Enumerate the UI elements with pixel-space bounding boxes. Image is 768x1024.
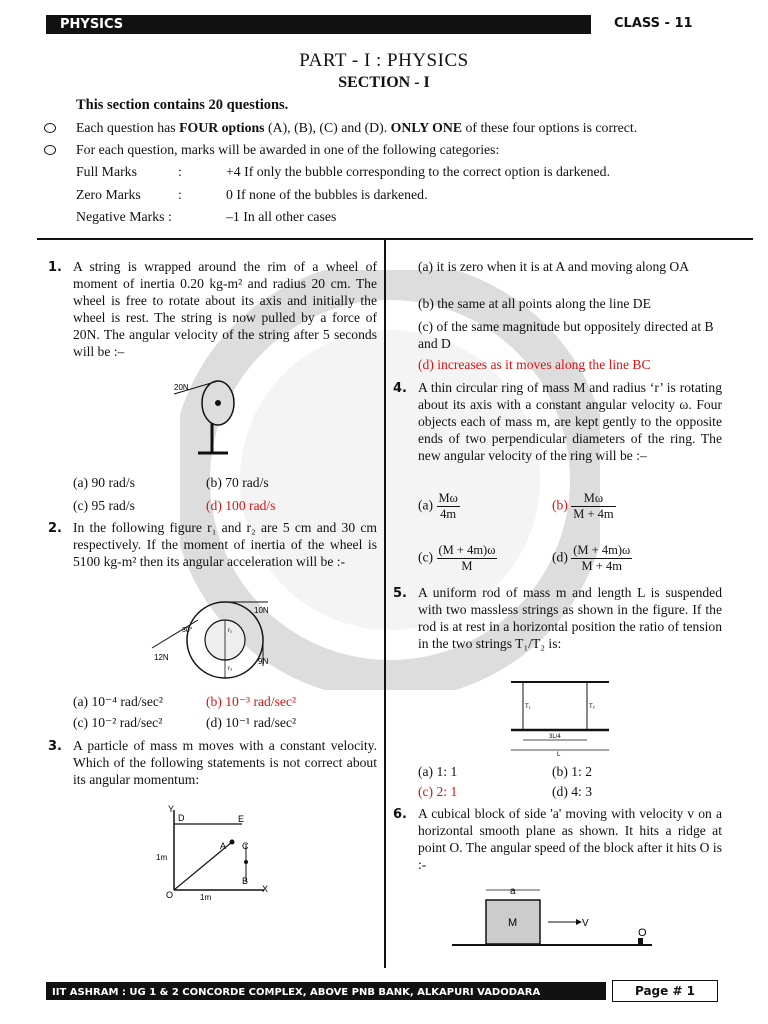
q2-option-d[interactable]: (d) 10⁻¹ rad/sec² xyxy=(206,715,297,730)
q4-option-c[interactable]: (c) $\frac{(M + 4m)\omega}{M}$ xyxy=(418,543,496,573)
svg-text:30°: 30° xyxy=(182,627,193,634)
part-title: PART - I : PHYSICS xyxy=(299,50,469,71)
question-4-text: A thin circular ring of mass M and radius ‘r’ is rotating about its axis with a constant angular velocity ω. Four objects each of mass m, are kept gently to the opposite ends of two perpendicular diameters of the ring. The new angular velocity of the ring will be :– xyxy=(418,380,722,463)
marks-label-negative: Negative Marks : xyxy=(76,209,172,224)
q5-option-d[interactable]: (d) 4: 3 xyxy=(552,784,593,799)
q3-option-c[interactable]: (c) of the same magnitude but oppositely directed at B and D xyxy=(418,319,714,351)
q2-option-a[interactable]: (a) 10⁻⁴ rad/sec² xyxy=(73,694,163,709)
svg-text:3L/4: 3L/4 xyxy=(549,734,561,740)
header-bar xyxy=(46,15,591,34)
marks-colon: : xyxy=(178,187,182,202)
q5-option-a[interactable]: (a) 1: 1 xyxy=(418,764,458,779)
q6-figure xyxy=(452,882,662,954)
q2-option-b-correct[interactable]: (b) 10⁻³ rad/sec² xyxy=(206,694,297,709)
marks-value-zero: 0 If none of the bubbles is darkened. xyxy=(226,187,428,202)
svg-text:B: B xyxy=(242,876,249,886)
q4-option-a[interactable]: (a) $\frac{M\omega}{4m}$ xyxy=(418,491,458,521)
svg-text:10N: 10N xyxy=(254,606,269,615)
question-1-text: A string is wrapped around the rim of a wheel of moment of inertia 0.20 kg-m² and radius 20 cm. The wheel is free to rotate about its axis and initially the wheel is rest. The string is now pulled by a force of 20N. The angular velocity of the string after 5 seconds will be :– xyxy=(73,259,377,359)
q1-option-a[interactable]: (a) 90 rad/s xyxy=(73,475,135,490)
q1-option-c[interactable]: (c) 95 rad/s xyxy=(73,498,135,513)
svg-text:a: a xyxy=(510,886,516,897)
q5-option-b[interactable]: (b) 1: 2 xyxy=(552,764,593,779)
q2-option-c[interactable]: (c) 10⁻² rad/sec² xyxy=(73,715,163,730)
q1-option-b[interactable]: (b) 70 rad/s xyxy=(206,475,269,490)
instruction-marking: For each question, marks will be awarded in one of the following categories: xyxy=(76,142,500,157)
svg-text:O: O xyxy=(166,890,174,900)
instructions-intro: This section contains 20 questions. xyxy=(76,97,289,113)
svg-text:C: C xyxy=(242,841,249,851)
column-divider xyxy=(384,240,386,968)
subject-label: PHYSICS xyxy=(60,17,124,32)
q3-option-b[interactable]: (b) the same at all points along the line DE xyxy=(418,296,651,311)
svg-text:Y: Y xyxy=(168,804,175,814)
svg-text:T₂: T₂ xyxy=(589,704,595,710)
svg-text:O: O xyxy=(638,927,647,939)
q1-option-d-correct[interactable]: (d) 100 rad/s xyxy=(206,498,276,513)
svg-text:12N: 12N xyxy=(154,653,169,662)
q4-option-d[interactable]: (d) $\frac{(M + 4m)\omega}{M + 4m}$ xyxy=(552,543,631,573)
question-number: 3. xyxy=(48,739,62,754)
svg-text:A: A xyxy=(220,841,227,851)
q5-figure xyxy=(505,676,615,756)
question-number: 5. xyxy=(393,586,407,601)
q4-option-b-correct[interactable]: (b) $\frac{M\omega}{M + 4m}$ xyxy=(552,491,614,521)
section-divider xyxy=(37,238,753,240)
svg-text:V: V xyxy=(582,918,589,929)
q5-option-c-correct[interactable]: (c) 2: 1 xyxy=(418,784,458,799)
q1-figure xyxy=(170,368,270,458)
section-title: SECTION - I xyxy=(338,74,430,91)
svg-text:T₁: T₁ xyxy=(525,704,531,710)
svg-text:r₂: r₂ xyxy=(228,666,233,672)
svg-text:M: M xyxy=(508,917,518,929)
question-number: 4. xyxy=(393,381,407,396)
class-label: CLASS - 11 xyxy=(614,16,693,31)
q2-figure xyxy=(150,598,290,688)
marks-value-full: +4 If only the bubble corresponding to the correct option is darkened. xyxy=(226,164,611,179)
bullet-icon xyxy=(44,123,56,133)
svg-text:L: L xyxy=(557,752,561,756)
question-number: 2. xyxy=(48,521,62,536)
svg-text:r₁: r₁ xyxy=(228,628,233,634)
svg-text:9N: 9N xyxy=(258,657,269,666)
question-number: 6. xyxy=(393,807,407,822)
q3-option-a[interactable]: (a) it is zero when it is at A and moving along OA xyxy=(418,259,690,274)
q3-figure xyxy=(154,802,279,902)
marks-label-full: Full Marks xyxy=(76,164,137,179)
page-number: Page # 1 xyxy=(612,980,718,1002)
svg-text:X: X xyxy=(262,884,269,894)
q1-force-label: 20N xyxy=(174,383,189,392)
svg-text:1m: 1m xyxy=(200,893,212,902)
marks-colon: : xyxy=(178,164,182,179)
marks-value-negative: –1 In all other cases xyxy=(226,209,337,224)
bullet-icon xyxy=(44,145,56,155)
svg-text:1m: 1m xyxy=(156,853,168,862)
footer-address: IIT ASHRAM : UG 1 & 2 CONCORDE COMPLEX, ABOVE PNB BANK, ALKAPURI VADODARA xyxy=(52,987,541,998)
question-number: 1. xyxy=(48,260,62,275)
marks-label-zero: Zero Marks xyxy=(76,187,141,202)
q3-option-d-correct[interactable]: (d) increases as it moves along the line BC xyxy=(418,357,651,372)
question-6-text: A cubical block of side 'a' moving with velocity v on a horizontal smooth plane as shown. It hits a ridge at point O. The angular speed of the block after it hits O is :- xyxy=(418,806,722,872)
footer-bar xyxy=(46,982,606,1000)
svg-text:D: D xyxy=(178,813,185,823)
question-5-text: A uniform rod of mass m and length L is suspended with two massless strings as shown in the figure. If the rod is at rest in a horizontal position the ratio of tension in the two strings T₁/T₂ is: xyxy=(418,585,722,651)
instruction-options: Each question has FOUR options (A), (B), (C) and (D). ONLY ONE of these four options is correct. xyxy=(76,120,638,135)
svg-text:E: E xyxy=(238,814,245,824)
question-2-text: In the following figure r₁ and r₂ are 5 cm and 30 cm respectively. If the moment of inertia of the wheel is 5100 kg-m² then its angular acceleration will be :- xyxy=(73,520,377,569)
question-3-text: A particle of mass m moves with a constant velocity. Which of the following statements is not correct about its angular momentum: xyxy=(73,738,377,787)
